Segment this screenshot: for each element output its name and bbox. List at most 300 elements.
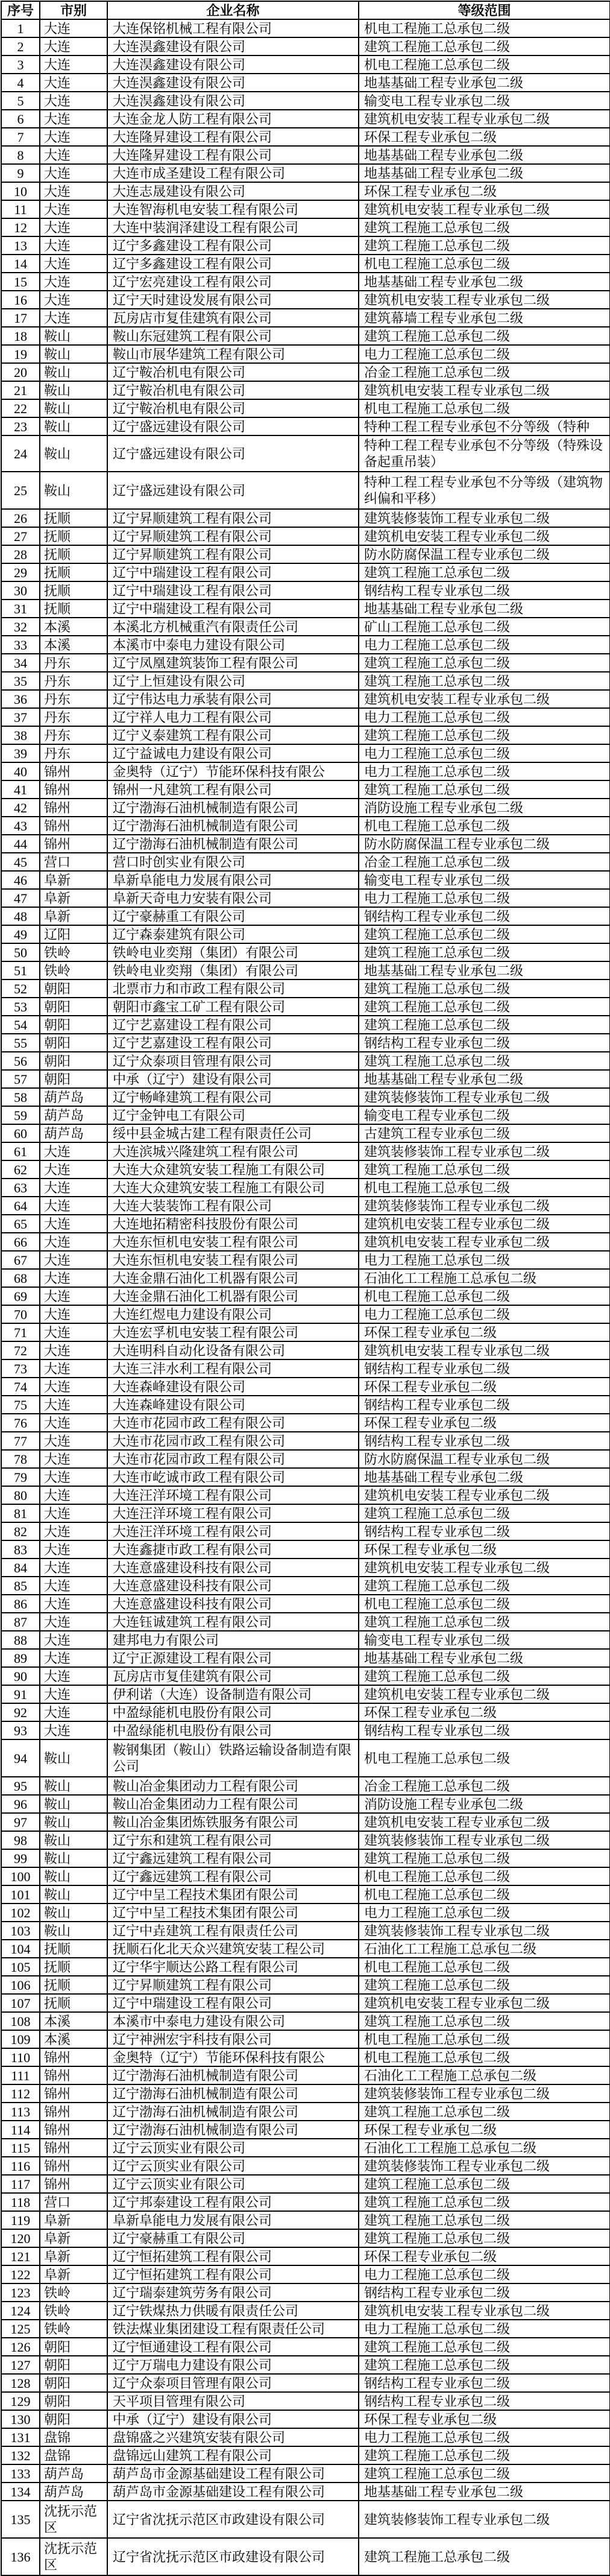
city-cell: 鞍山 [40, 1867, 107, 1885]
city-cell: 抚顺 [40, 1958, 107, 1976]
grade-cell: 建筑工程施工总承包二级 [359, 563, 610, 581]
seq-cell: 42 [1, 799, 40, 817]
seq-cell: 57 [1, 1070, 40, 1088]
seq-cell: 118 [1, 2193, 40, 2211]
company-cell: 辽宁豪赫重工有限公司 [107, 907, 359, 925]
city-cell: 大连 [40, 37, 107, 55]
seq-cell: 1 [1, 19, 40, 37]
city-cell: 大连 [40, 92, 107, 110]
seq-cell: 88 [1, 1631, 40, 1649]
city-cell: 沈抚示范区 [40, 2501, 107, 2538]
company-cell: 北票市力和市政工程有限公司 [107, 979, 359, 998]
table-row [1, 2374, 610, 2392]
seq-cell: 14 [1, 255, 40, 273]
company-cell: 大连大众建筑安装工程施工有限公司 [107, 1160, 359, 1179]
seq-cell: 5 [1, 92, 40, 110]
grade-cell: 输变电工程专业承包二级 [359, 1106, 610, 1124]
company-cell: 辽宁云顶实业有限公司 [107, 2175, 359, 2193]
company-cell: 辽宁鞍冶机电有限公司 [107, 363, 359, 381]
table-row [1, 1432, 610, 1450]
table-row [1, 363, 610, 381]
city-cell: 鞍山 [40, 1904, 107, 1922]
grade-cell: 建筑工程施工总承包二级 [359, 1160, 610, 1179]
company-cell: 朝阳市鑫宝工矿工程有限公司 [107, 998, 359, 1016]
seq-cell: 12 [1, 218, 40, 236]
grade-cell: 环保工程专业承包二级 [359, 1414, 610, 1432]
table-row [1, 1088, 610, 1106]
company-cell: 金奥特（辽宁）节能环保科技有限公 [107, 762, 359, 780]
table-row [1, 417, 610, 435]
city-cell: 抚顺 [40, 563, 107, 581]
city-cell: 大连 [40, 1414, 107, 1432]
city-cell: 大连 [40, 1595, 107, 1613]
seq-cell: 81 [1, 1504, 40, 1522]
company-cell: 辽宁中垚建筑工程有限责任公司 [107, 1922, 359, 1940]
city-cell: 大连 [40, 1341, 107, 1359]
company-cell: 辽宁昇顺建筑工程有限公司 [107, 527, 359, 545]
company-cell: 抚顺石化北天众兴建筑安装工程公司 [107, 1940, 359, 1958]
city-cell: 鞍山 [40, 1922, 107, 1940]
company-cell: 本溪北方机械重汽有限责任公司 [107, 618, 359, 636]
grade-cell: 建筑机电安装工程专业承包二级 [359, 110, 610, 128]
city-cell: 阜新 [40, 2247, 107, 2265]
company-cell: 辽宁鞍冶机电有限公司 [107, 381, 359, 399]
grade-cell: 建筑工程施工总承包二级 [359, 1577, 610, 1595]
seq-cell: 52 [1, 979, 40, 998]
city-cell: 大连 [40, 1432, 107, 1450]
seq-cell: 51 [1, 961, 40, 979]
table-row [1, 2066, 610, 2084]
city-cell: 锦州 [40, 835, 107, 853]
city-cell: 大连 [40, 1577, 107, 1595]
seq-cell: 110 [1, 2048, 40, 2066]
seq-cell: 129 [1, 2392, 40, 2410]
grade-cell: 冶金工程施工总承包二级 [359, 1777, 610, 1795]
city-cell: 营口 [40, 853, 107, 871]
seq-cell: 2 [1, 37, 40, 55]
company-cell: 大连东恒机电安装工程有限公司 [107, 1233, 359, 1251]
table-row [1, 1649, 610, 1667]
company-cell: 辽宁恒通建设工程有限公司 [107, 2338, 359, 2356]
company-cell: 辽宁凤凰建筑装饰工程有限公司 [107, 654, 359, 672]
table-row [1, 1197, 610, 1215]
city-cell: 大连 [40, 128, 107, 146]
seq-cell: 96 [1, 1795, 40, 1813]
table-row [1, 600, 610, 618]
seq-cell: 123 [1, 2283, 40, 2302]
seq-cell: 38 [1, 726, 40, 744]
grade-cell: 钢结构工程专业承包二级 [359, 1359, 610, 1378]
seq-cell: 111 [1, 2066, 40, 2084]
grade-cell: 地基基础工程专业承包二级 [359, 74, 610, 92]
company-cell: 辽宁渤海石油机械制造有限公司 [107, 799, 359, 817]
company-cell: 辽宁昇顺建筑工程有限公司 [107, 545, 359, 563]
company-cell: 辽宁鑫远建筑工程有限公司 [107, 1849, 359, 1867]
grade-cell: 建筑工程施工总承包二级 [359, 672, 610, 690]
table-row [1, 853, 610, 871]
grade-cell: 建筑工程施工总承包二级 [359, 2229, 610, 2247]
seq-cell: 124 [1, 2302, 40, 2320]
table-row [1, 1885, 610, 1904]
city-cell: 大连 [40, 1251, 107, 1269]
table-row [1, 1468, 610, 1486]
seq-cell: 49 [1, 925, 40, 943]
grade-cell: 环保工程专业承包二级 [359, 1323, 610, 1341]
table-row [1, 1251, 610, 1269]
city-cell: 锦州 [40, 2175, 107, 2193]
city-cell: 锦州 [40, 2103, 107, 2121]
table-row [1, 1287, 610, 1305]
company-cell: 辽宁华宇顺达公路工程有限公司 [107, 1958, 359, 1976]
table-row [1, 979, 610, 998]
city-cell: 大连 [40, 110, 107, 128]
company-cell: 铁岭电业奕翔（集团）有限公司 [107, 961, 359, 979]
table-row [1, 1685, 610, 1703]
grade-cell: 建筑工程施工总承包二级 [359, 1504, 610, 1522]
company-cell: 金奥特（辽宁）节能环保科技有限公 [107, 2048, 359, 2066]
table-row [1, 2229, 610, 2247]
city-cell: 大连 [40, 1215, 107, 1233]
table-row [1, 2320, 610, 2338]
seq-cell: 116 [1, 2157, 40, 2175]
city-cell: 铁岭 [40, 943, 107, 961]
grade-cell: 机电工程施工总承包二级 [359, 399, 610, 417]
company-cell: 大连汪洋环境工程有限公司 [107, 1486, 359, 1504]
city-cell: 锦州 [40, 780, 107, 799]
city-cell: 锦州 [40, 762, 107, 780]
grade-cell: 电力工程施工总承包二级 [359, 708, 610, 726]
grade-cell: 建筑工程施工总承包二级 [359, 1613, 610, 1631]
city-cell: 大连 [40, 1685, 107, 1703]
table-row [1, 146, 610, 164]
col-header-company: 企业名称 [107, 1, 359, 19]
city-cell: 朝阳 [40, 1070, 107, 1088]
grade-cell: 地基基础工程专业承包二级 [359, 1070, 610, 1088]
grade-cell: 建筑机电安装工程专业承包二级 [359, 1994, 610, 2012]
seq-cell: 39 [1, 744, 40, 762]
company-cell: 辽宁中瑞建设工程有限公司 [107, 563, 359, 581]
table-row [1, 509, 610, 527]
seq-cell: 4 [1, 74, 40, 92]
company-cell: 大连红煜电力建设有限公司 [107, 1305, 359, 1323]
table-row [1, 799, 610, 817]
seq-cell: 9 [1, 164, 40, 182]
company-cell: 大连志晟建设有限公司 [107, 182, 359, 200]
table-row [1, 236, 610, 255]
city-cell: 抚顺 [40, 600, 107, 618]
table-row [1, 1070, 610, 1088]
company-cell: 辽宁渤海石油机械制造有限公司 [107, 2103, 359, 2121]
company-cell: 辽宁金钟电工有限公司 [107, 1106, 359, 1124]
company-cell: 大连金龙人防工程有限公司 [107, 110, 359, 128]
seq-cell: 26 [1, 509, 40, 527]
company-cell: 大连淏鑫建设有限公司 [107, 37, 359, 55]
seq-cell: 31 [1, 600, 40, 618]
table-row [1, 1034, 610, 1052]
company-cell: 辽宁省沈抚示范区市政建设有限公司 [107, 2538, 359, 2575]
company-cell: 大连三沣水利工程有限公司 [107, 1359, 359, 1378]
table-row [1, 2501, 610, 2538]
city-cell: 锦州 [40, 2121, 107, 2139]
grade-cell: 机电工程施工总承包二级 [359, 1867, 610, 1885]
grade-cell: 建筑工程施工总承包二级 [359, 979, 610, 998]
company-cell: 大连地拓精密科技股份有限公司 [107, 1215, 359, 1233]
city-cell: 大连 [40, 1486, 107, 1504]
city-cell: 丹东 [40, 708, 107, 726]
company-cell: 天平项目管理有限公司 [107, 2392, 359, 2410]
city-cell: 营口 [40, 2193, 107, 2211]
table-row [1, 1777, 610, 1795]
city-cell: 大连 [40, 1287, 107, 1305]
seq-cell: 84 [1, 1559, 40, 1577]
grade-cell: 机电工程施工总承包二级 [359, 255, 610, 273]
city-cell: 抚顺 [40, 1994, 107, 2012]
seq-cell: 17 [1, 309, 40, 327]
company-cell: 大连智海机电安装工程有限公司 [107, 200, 359, 218]
grade-cell: 环保工程专业承包二级 [359, 2247, 610, 2265]
table-row [1, 672, 610, 690]
grade-cell: 建筑装修装饰工程专业承包二级 [359, 509, 610, 527]
table-row [1, 2410, 610, 2428]
city-cell: 大连 [40, 1197, 107, 1215]
company-cell: 辽宁祥人电力工程有限公司 [107, 708, 359, 726]
seq-cell: 64 [1, 1197, 40, 1215]
seq-cell: 54 [1, 1016, 40, 1034]
table-row [1, 1359, 610, 1378]
company-cell: 辽宁邦泰建设工程有限公司 [107, 2193, 359, 2211]
table-row [1, 1269, 610, 1287]
city-cell: 盘锦 [40, 2446, 107, 2464]
seq-cell: 59 [1, 1106, 40, 1124]
grade-cell: 建筑工程施工总承包二级 [359, 2464, 610, 2483]
table-row [1, 563, 610, 581]
city-cell: 鞍山 [40, 1831, 107, 1849]
grade-cell: 消防设施工程专业承包二级 [359, 1795, 610, 1813]
seq-cell: 11 [1, 200, 40, 218]
seq-cell: 48 [1, 907, 40, 925]
grade-cell: 建筑工程施工总承包二级 [359, 1976, 610, 1994]
company-cell: 大连市花园市政工程有限公司 [107, 1432, 359, 1450]
city-cell: 大连 [40, 1721, 107, 1739]
grade-cell: 特种工程工程专业承包不分等级（建筑物纠偏和平移） [359, 472, 610, 509]
table-row [1, 200, 610, 218]
grade-cell: 石油化工工程施工总承包二级 [359, 2139, 610, 2157]
table-row [1, 1739, 610, 1777]
company-cell: 辽宁伟达电力承装有限公司 [107, 690, 359, 708]
table-row [1, 2193, 610, 2211]
city-cell: 鞍山 [40, 345, 107, 363]
grade-cell: 环保工程专业承包二级 [359, 182, 610, 200]
city-cell: 大连 [40, 255, 107, 273]
table-row [1, 871, 610, 889]
seq-cell: 94 [1, 1739, 40, 1777]
city-cell: 锦州 [40, 2066, 107, 2084]
table-row [1, 19, 610, 37]
seq-cell: 86 [1, 1595, 40, 1613]
company-cell: 大连宏孚机电安装工程有限公司 [107, 1323, 359, 1341]
registry-table [1, 1, 610, 2576]
company-cell: 大连金鼎石油化工机器有限公司 [107, 1269, 359, 1287]
company-cell: 中盈绿能机电股份有限公司 [107, 1703, 359, 1721]
city-cell: 朝阳 [40, 998, 107, 1016]
company-cell: 辽宁畅峰建筑工程有限公司 [107, 1088, 359, 1106]
seq-cell: 61 [1, 1142, 40, 1160]
city-cell: 鞍山 [40, 363, 107, 381]
grade-cell: 建筑工程施工总承包二级 [359, 1016, 610, 1034]
grade-cell: 建筑工程施工总承包二级 [359, 1667, 610, 1685]
grade-cell: 机电工程施工总承包二级 [359, 19, 610, 37]
table-row [1, 1994, 610, 2012]
grade-cell: 建筑工程施工总承包二级 [359, 2538, 610, 2575]
company-cell: 本溪市中泰电力建设有限公司 [107, 636, 359, 654]
table-row [1, 1631, 610, 1649]
table-row [1, 1323, 610, 1341]
table-row [1, 2428, 610, 2446]
city-cell: 大连 [40, 1160, 107, 1179]
grade-cell: 矿山工程施工总承包二级 [359, 618, 610, 636]
table-row [1, 817, 610, 835]
grade-cell: 建筑装修装饰工程专业承包二级 [359, 1197, 610, 1215]
grade-cell: 建筑工程施工总承包二级 [359, 780, 610, 799]
city-cell: 阜新 [40, 2211, 107, 2229]
table-row [1, 2483, 610, 2501]
company-cell: 鞍钢集团（鞍山）铁路运输设备制造有限公司 [107, 1739, 359, 1777]
company-cell: 绥中县金城古建工程有限责任公司 [107, 1124, 359, 1142]
city-cell: 锦州 [40, 2157, 107, 2175]
table-row [1, 1486, 610, 1504]
city-cell: 大连 [40, 1540, 107, 1559]
seq-cell: 34 [1, 654, 40, 672]
company-cell: 大连市屹诚市政工程有限公司 [107, 1468, 359, 1486]
grade-cell: 古建筑工程专业承包二级 [359, 1124, 610, 1142]
city-cell: 锦州 [40, 799, 107, 817]
seq-cell: 74 [1, 1378, 40, 1396]
seq-cell: 32 [1, 618, 40, 636]
table-row [1, 1613, 610, 1631]
grade-cell: 建筑机电安装工程专业承包二级 [359, 2302, 610, 2320]
company-cell: 辽宁渤海石油机械制造有限公司 [107, 2066, 359, 2084]
company-cell: 辽宁盛远建设有限公司 [107, 472, 359, 509]
city-cell: 鞍山 [40, 1739, 107, 1777]
company-cell: 辽宁东和建筑工程有限公司 [107, 1831, 359, 1849]
seq-cell: 22 [1, 399, 40, 417]
company-cell: 伊利诺（大连）设备制造有限公司 [107, 1685, 359, 1703]
table-row [1, 2464, 610, 2483]
seq-cell: 73 [1, 1359, 40, 1378]
city-cell: 铁岭 [40, 2283, 107, 2302]
table-row [1, 1396, 610, 1414]
table-row [1, 1124, 610, 1142]
table-row [1, 1233, 610, 1251]
company-cell: 鞍山东冠建筑工程有限公司 [107, 327, 359, 345]
table-row [1, 2247, 610, 2265]
seq-cell: 13 [1, 236, 40, 255]
seq-cell: 53 [1, 998, 40, 1016]
city-cell: 鞍山 [40, 1795, 107, 1813]
table-row [1, 164, 610, 182]
city-cell: 大连 [40, 273, 107, 291]
company-cell: 辽宁众泰项目管理有限公司 [107, 2374, 359, 2392]
seq-cell: 121 [1, 2247, 40, 2265]
table-row [1, 1795, 610, 1813]
company-cell: 辽宁中瑞建设工程有限公司 [107, 1994, 359, 2012]
grade-cell: 钢结构工程专业承包二级 [359, 1396, 610, 1414]
company-cell: 辽宁宏亮建设工程有限公司 [107, 273, 359, 291]
company-cell: 大连意盛建设科技有限公司 [107, 1595, 359, 1613]
company-cell: 辽宁义泰建筑工程有限公司 [107, 726, 359, 744]
seq-cell: 72 [1, 1341, 40, 1359]
seq-cell: 105 [1, 1958, 40, 1976]
table-row [1, 1559, 610, 1577]
table-row [1, 345, 610, 363]
seq-cell: 40 [1, 762, 40, 780]
city-cell: 鞍山 [40, 399, 107, 417]
city-cell: 锦州 [40, 817, 107, 835]
seq-cell: 71 [1, 1323, 40, 1341]
city-cell: 盘锦 [40, 2428, 107, 2446]
grade-cell: 石油化工工程施工总承包二级 [359, 1269, 610, 1287]
table-row [1, 2538, 610, 2575]
company-cell: 大连意盛建设科技有限公司 [107, 1559, 359, 1577]
company-cell: 铁法煤业集团建设工程有限责任公司 [107, 2320, 359, 2338]
table-row [1, 1540, 610, 1559]
seq-cell: 79 [1, 1468, 40, 1486]
grade-cell: 建筑机电安装工程专业承包二级 [359, 1486, 610, 1504]
grade-cell: 建筑工程施工总承包二级 [359, 2356, 610, 2374]
table-row [1, 636, 610, 654]
seq-cell: 91 [1, 1685, 40, 1703]
grade-cell: 钢结构工程专业承包二级 [359, 1432, 610, 1450]
seq-cell: 128 [1, 2374, 40, 2392]
company-cell: 中盈绿能机电股份有限公司 [107, 1721, 359, 1739]
grade-cell: 建筑工程施工总承包二级 [359, 218, 610, 236]
seq-cell: 35 [1, 672, 40, 690]
company-cell: 锦州一凡建筑工程有限公司 [107, 780, 359, 799]
table-row [1, 74, 610, 92]
grade-cell: 石油化工工程施工总承包二级 [359, 1940, 610, 1958]
city-cell: 鞍山 [40, 1885, 107, 1904]
city-cell: 大连 [40, 1504, 107, 1522]
city-cell: 朝阳 [40, 1034, 107, 1052]
table-row [1, 2012, 610, 2030]
city-cell: 大连 [40, 1142, 107, 1160]
table-row [1, 1577, 610, 1595]
table-row [1, 762, 610, 780]
table-row [1, 925, 610, 943]
seq-cell: 82 [1, 1522, 40, 1540]
city-cell: 鞍山 [40, 327, 107, 345]
table-row [1, 2302, 610, 2320]
table-row [1, 2121, 610, 2139]
company-cell: 阜新天奇电力安装有限公司 [107, 889, 359, 907]
grade-cell: 机电工程施工总承包二级 [359, 1958, 610, 1976]
table-row [1, 1305, 610, 1323]
grade-cell: 钢结构工程专业承包二级 [359, 1721, 610, 1739]
table-row [1, 1813, 610, 1831]
city-cell: 葫芦岛 [40, 1124, 107, 1142]
grade-cell: 电力工程施工总承包二级 [359, 762, 610, 780]
city-cell: 大连 [40, 164, 107, 182]
grade-cell: 地基基础工程专业承包二级 [359, 146, 610, 164]
company-cell: 营口时创实业有限公司 [107, 853, 359, 871]
table-row [1, 1052, 610, 1070]
seq-cell: 24 [1, 435, 40, 472]
table-row [1, 2211, 610, 2229]
seq-cell: 76 [1, 1414, 40, 1432]
company-cell: 辽宁瑞泰建筑劳务有限公司 [107, 2283, 359, 2302]
grade-cell: 机电工程施工总承包二级 [359, 1739, 610, 1777]
grade-cell: 建筑工程施工总承包二级 [359, 2446, 610, 2464]
